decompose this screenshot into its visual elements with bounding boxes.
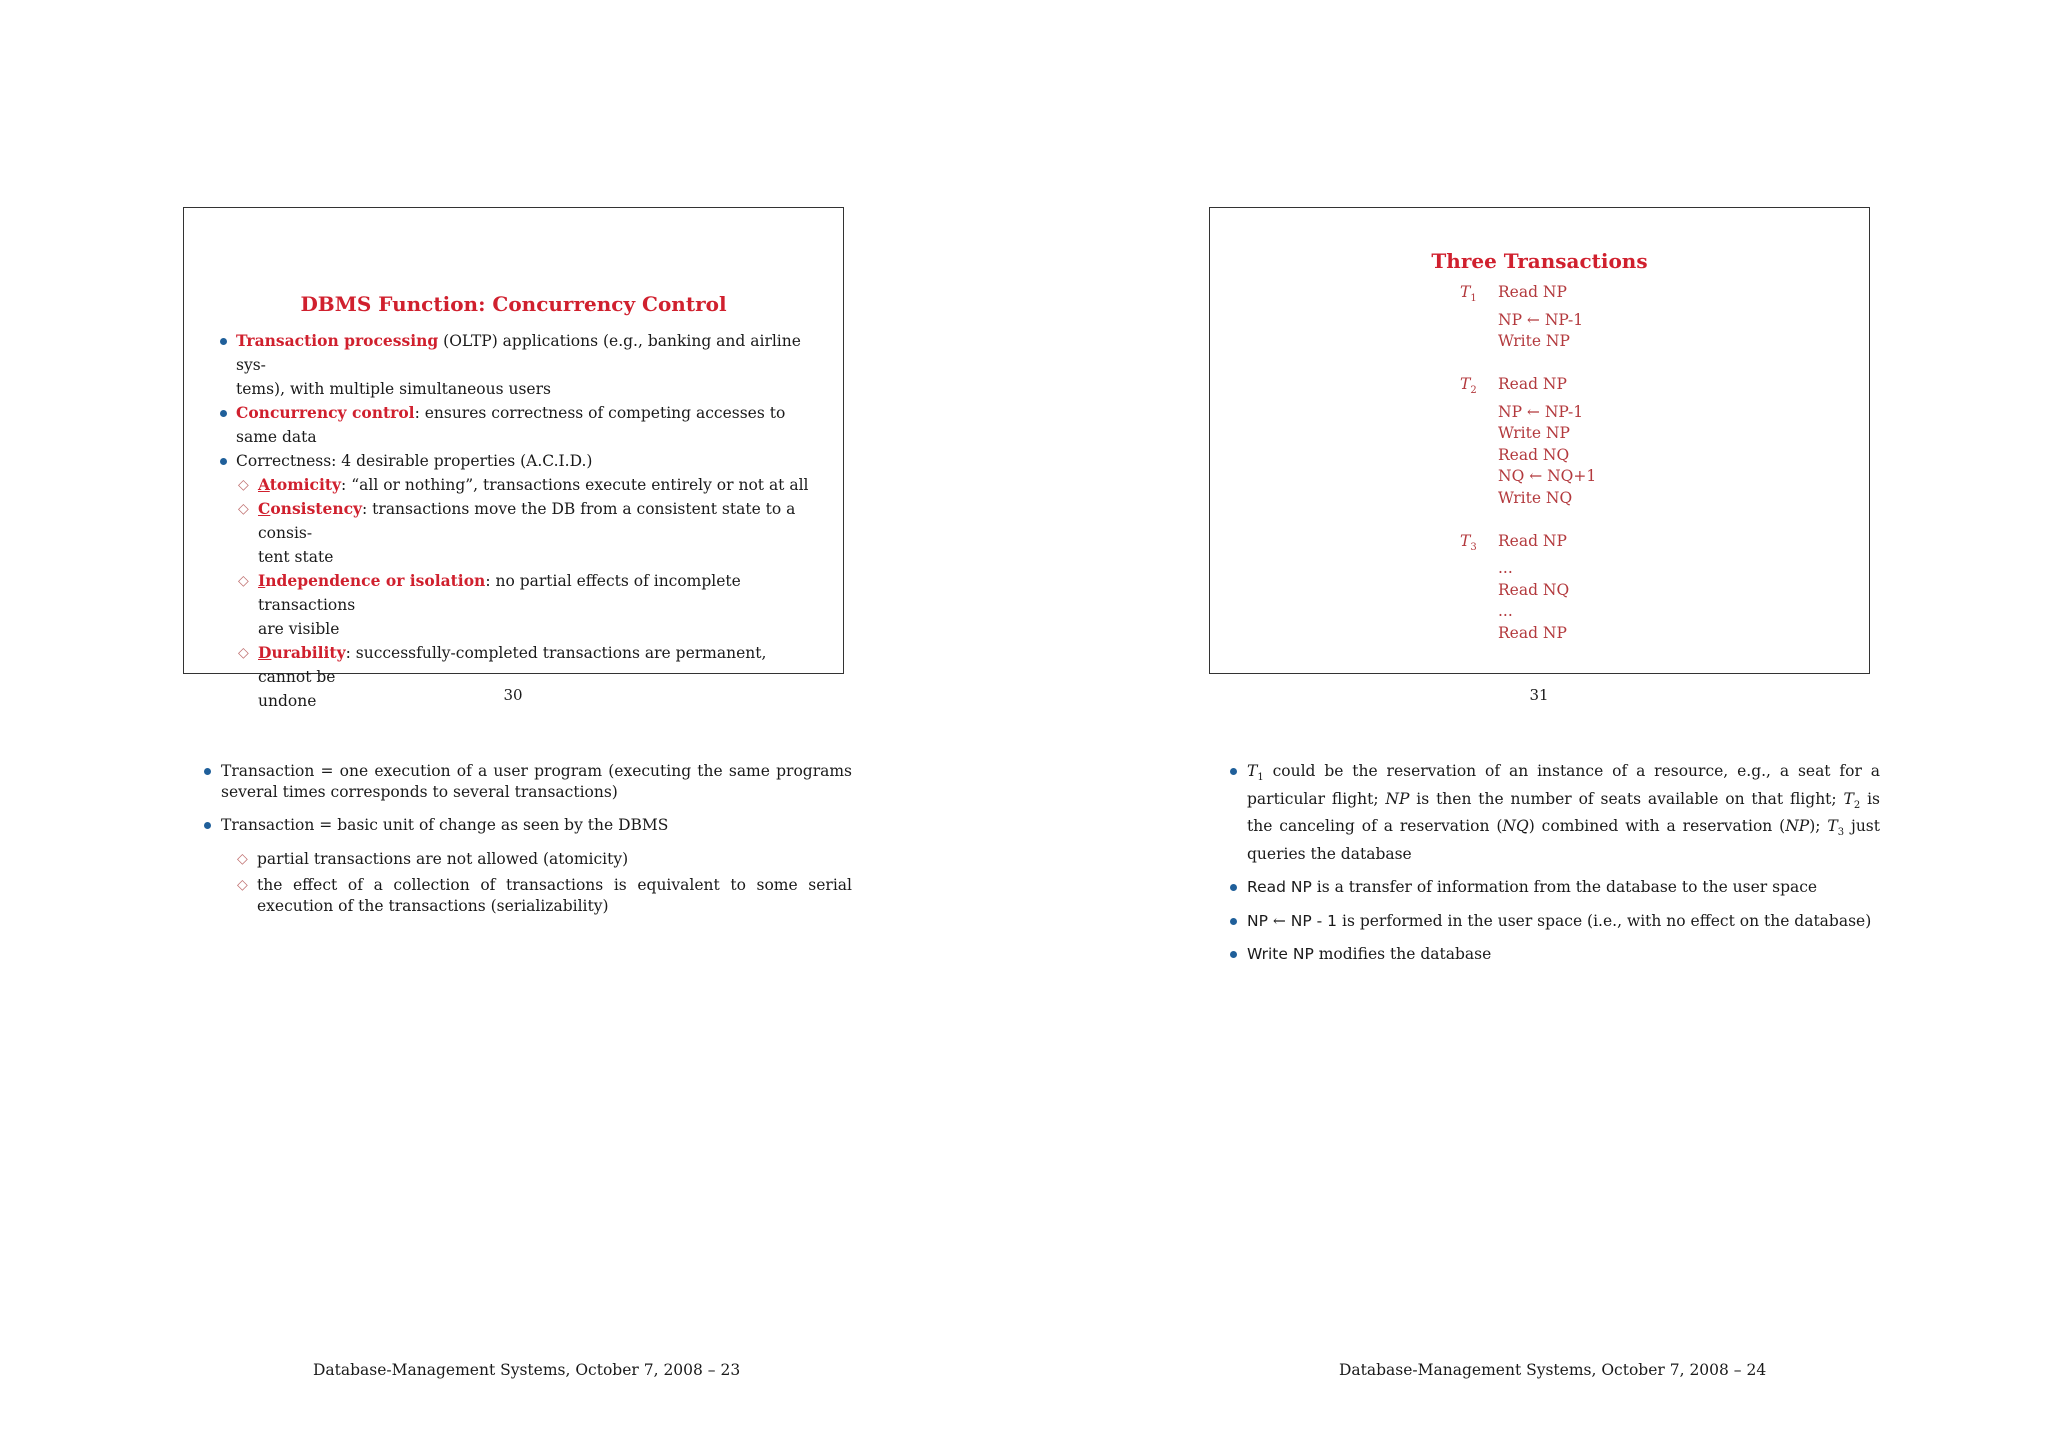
footer-left: Database-Management Systems, October 7, 2008 – 23 [313, 1361, 741, 1379]
bullet-icon [220, 458, 227, 465]
op: ... [1498, 559, 1513, 578]
bullet-icon [1230, 884, 1237, 891]
text: (OLTP) applications (e.g., banking and airline sys- [236, 332, 801, 374]
note-item: $T_1$ could be the reservation of an instance of a resource, e.g., a seat for a particular flight; NP is then the number of seats available on that flight; $T_2$ is the canceling of a reservation (NQ) combined with a reservation (NP); $T_3$ just queries the database [1230, 761, 1880, 864]
term: Concurrency control [236, 403, 415, 422]
transactions-list [1460, 282, 1596, 644]
diamond-icon: ◇ [238, 501, 249, 517]
diamond-icon: ◇ [238, 645, 249, 661]
term: Transaction processing [236, 331, 439, 350]
op: Read NP [1498, 623, 1567, 642]
transaction-t2-row: $T_2$ Read NP [1460, 374, 1596, 402]
term: Independence or isolation [258, 571, 486, 590]
acid-isolation [218, 569, 820, 641]
bullet-concurrency-control [218, 401, 820, 449]
slide-page-number: 31 [1529, 686, 1549, 704]
notes-left [204, 761, 852, 922]
op: Read NQ [1498, 580, 1570, 599]
note-subitem: ◇ partial transactions are not allowed (atomicity) [237, 849, 629, 868]
op: Write NP [1498, 332, 1570, 351]
t2-label: $T_2$ [1460, 375, 1477, 397]
slide-body [218, 329, 820, 713]
bullet-icon [1230, 918, 1237, 925]
text: : no partial effects of incomplete transactions [258, 572, 741, 614]
text: undone [258, 692, 317, 710]
bullet-correctness [218, 449, 820, 473]
transaction-t3-row: $T_3$ Read NP [1460, 531, 1596, 559]
text: tent state [258, 548, 334, 566]
bullet-icon [220, 338, 227, 345]
text: : “all or nothing”, transactions execute entirely or not at all [341, 476, 809, 494]
notes-right [1230, 761, 1880, 978]
text: Correctness: 4 desirable properties (A.C.I.D.) [236, 452, 593, 470]
text: : transactions move the DB from a consistent state to a consis- [258, 500, 796, 542]
slide-page-number: 30 [503, 686, 523, 704]
op: Read NQ [1498, 445, 1570, 464]
transaction-t1-row: $T_1$ Read NP [1460, 282, 1596, 310]
bullet-transaction-processing [218, 329, 820, 401]
note-item: Read NP is a transfer of information from the database to the user space [1230, 877, 1880, 898]
text: : successfully-completed transactions are permanent, cannot be [258, 644, 767, 686]
term: Consistency [258, 499, 363, 518]
bullet-icon [204, 768, 211, 775]
t1-label: $T_1$ [1460, 283, 1477, 305]
op: Write NQ [1498, 488, 1573, 507]
acid-consistency [218, 497, 820, 569]
diamond-icon: ◇ [238, 477, 249, 493]
diamond-icon: ◇ [237, 850, 248, 867]
slide-31 [1209, 207, 1870, 674]
acid-atomicity [218, 473, 820, 497]
op: NP ← NP-1 [1498, 402, 1584, 421]
note-item: NP ← NP - 1 is performed in the user space (i.e., with no effect on the database) [1230, 911, 1880, 932]
term: Atomicity [258, 475, 342, 494]
bullet-icon [220, 410, 227, 417]
bullet-icon [1230, 768, 1237, 775]
diamond-icon: ◇ [238, 573, 249, 589]
t3-label: $T_3$ [1460, 531, 1477, 553]
text: are visible [258, 620, 340, 638]
text: : ensures correctness of competing accesses to same data [236, 404, 786, 446]
note-item: Transaction = basic unit of change as seen by the DBMS [204, 815, 852, 836]
slide-title: Three Transactions [1431, 249, 1648, 273]
slide-title: DBMS Function: Concurrency Control [300, 292, 727, 316]
diamond-icon: ◇ [237, 877, 248, 893]
note-subitem: ◇ the effect of a collection of transactions is equivalent to some serial execution of the transactions (serializability) [237, 876, 852, 915]
op: ... [1498, 602, 1513, 621]
note-item: Transaction = one execution of a user program (executing the same programs several times corresponds to several transactions) [204, 761, 852, 802]
footer-right: Database-Management Systems, October 7, 2008 – 24 [1339, 1361, 1767, 1379]
note-item: Write NP modifies the database [1230, 944, 1880, 965]
bullet-icon [204, 822, 211, 829]
op: NQ ← NQ+1 [1498, 467, 1597, 486]
op: Write NP [1498, 424, 1570, 443]
text: tems), with multiple simultaneous users [236, 380, 551, 398]
op: NP ← NP-1 [1498, 310, 1584, 329]
term: Durability [258, 643, 346, 662]
bullet-icon [1230, 951, 1237, 958]
